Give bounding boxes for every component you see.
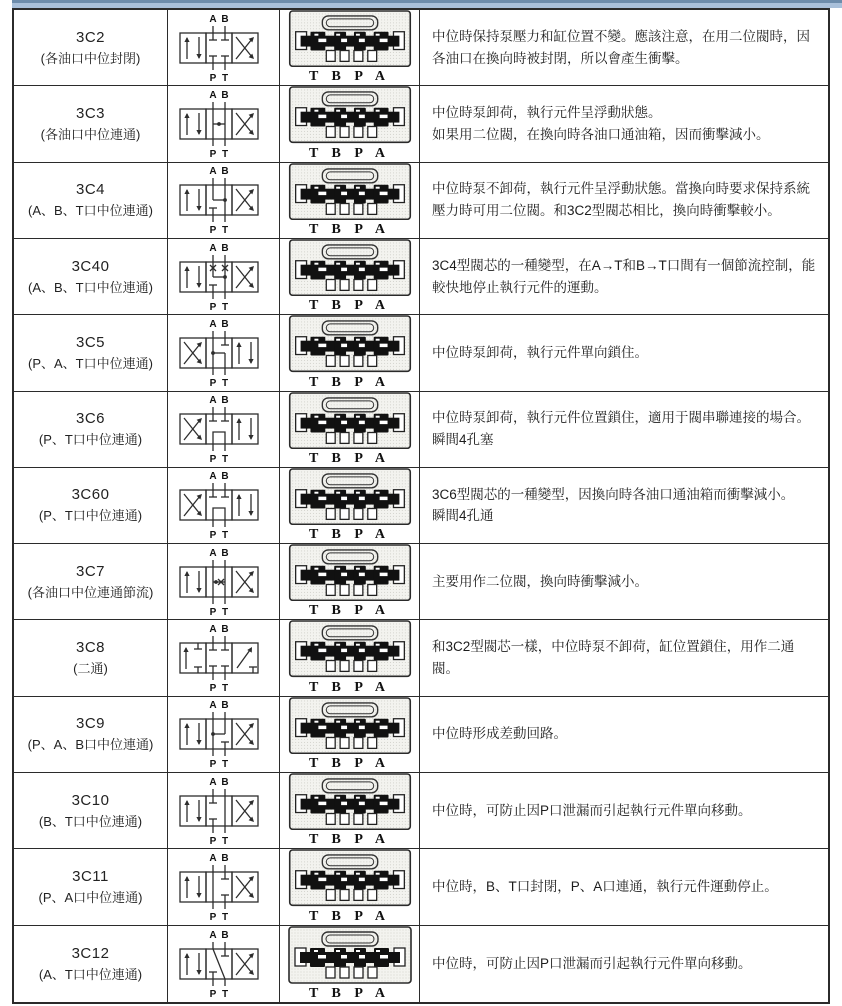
port-label-p: P: [209, 759, 216, 771]
model-subtitle: (A、T口中位連通): [38, 966, 143, 982]
model-name: 3C40: [71, 257, 110, 275]
model-name: 3C4: [75, 181, 106, 199]
page-top-blue-strip: [12, 0, 842, 8]
description-line: 中位時，可防止因P口泄漏而引起執行元件單向移動。: [432, 802, 752, 818]
valve-schematic-symbol: [172, 163, 276, 237]
model-subtitle: (各油口中位封閉): [40, 50, 141, 66]
port-label-t: T: [221, 148, 228, 160]
model-subtitle: (二通): [73, 661, 108, 677]
valve-schematic-symbol: [172, 316, 276, 390]
valve-schematic-symbol: [172, 392, 276, 466]
model-cell: [14, 10, 168, 86]
port-label-b: B: [220, 700, 229, 712]
spool-photo: [288, 468, 412, 525]
valve-spool-table: [12, 8, 830, 1004]
model-subtitle: (A、B、T口中位連通): [28, 203, 153, 219]
model-subtitle: (各油口中位連通節流): [27, 584, 154, 600]
port-label-t: T: [221, 683, 228, 695]
spool-cell: [280, 468, 420, 544]
description-line: 中位時形成差動回路。: [432, 726, 567, 742]
model-name: 3C6: [75, 410, 106, 428]
port-label-a: A: [208, 547, 217, 559]
port-label-a: A: [208, 929, 217, 941]
model-subtitle: (P、A、B口中位連通): [27, 737, 154, 753]
description-line: 中位時泵卸荷，執行元件呈浮動狀態。: [432, 105, 662, 121]
port-label-a: A: [208, 166, 217, 178]
port-label-t: T: [221, 912, 228, 924]
spool-photo: [288, 163, 412, 220]
valve-schematic-symbol: [172, 774, 276, 848]
symbol-cell: [168, 773, 280, 849]
model-name: 3C7: [75, 562, 106, 580]
spool-cell: [280, 620, 420, 696]
description-cell: [420, 392, 828, 468]
port-label-a: A: [208, 395, 217, 407]
spool-cell: [280, 392, 420, 468]
port-label-a: A: [208, 471, 217, 483]
model-subtitle: (B、T口中位連通): [38, 813, 143, 829]
spool-port-label: T B P A: [308, 908, 391, 924]
port-label-t: T: [221, 301, 228, 313]
valve-schematic-symbol: [172, 240, 276, 314]
symbol-cell: [168, 468, 280, 544]
port-label-b: B: [220, 13, 229, 25]
description-cell: [420, 315, 828, 391]
model-subtitle: (P、T口中位連通): [38, 432, 143, 448]
port-label-b: B: [220, 471, 229, 483]
symbol-cell: [168, 392, 280, 468]
spool-port-label: T B P A: [308, 298, 391, 314]
description-line: 主要用作二位閥，換向時衝擊減小。: [432, 573, 648, 589]
spool-port-label: T B P A: [308, 450, 391, 466]
port-label-b: B: [220, 929, 229, 941]
port-label-a: A: [208, 700, 217, 712]
port-label-t: T: [221, 759, 228, 771]
description-line: 中位時保持泵壓力和缸位置不變。應該注意，在用二位閥時，因各油口在換向時被封閉，所以會產生衝擊。: [432, 28, 810, 66]
model-subtitle: (P、T口中位連通): [38, 508, 143, 524]
model-cell: [14, 468, 168, 544]
spool-photo: [288, 773, 412, 830]
spool-cell: [280, 926, 420, 1002]
spool-cell: [280, 315, 420, 391]
spool-photo: [288, 620, 412, 677]
model-name: 3C8: [75, 639, 106, 657]
port-label-p: P: [209, 377, 216, 389]
spool-port-label: T B P A: [308, 374, 391, 390]
description-line: 中位時泵不卸荷，執行元件呈浮動狀態。當換向時要求保持系統壓力時可用二位閥。和3C2型閥芯相比，換向時衝擊較小。: [432, 181, 810, 219]
port-label-p: P: [209, 835, 216, 847]
model-name: 3C9: [75, 715, 106, 733]
description-cell: [420, 773, 828, 849]
valve-schematic-symbol: [172, 927, 276, 1001]
description-cell: [420, 86, 828, 162]
port-label-a: A: [208, 853, 217, 865]
port-label-t: T: [221, 377, 228, 389]
description-line: 瞬間4孔塞: [432, 432, 494, 448]
model-subtitle: (P、A、T口中位連通): [28, 355, 153, 371]
port-label-a: A: [208, 318, 217, 330]
port-label-p: P: [209, 606, 216, 618]
spool-photo: [288, 86, 412, 143]
valve-schematic-symbol: [172, 545, 276, 619]
port-label-b: B: [220, 624, 229, 636]
symbol-cell: [168, 926, 280, 1002]
spool-cell: [280, 849, 420, 925]
port-label-p: P: [209, 912, 216, 924]
spool-cell: [280, 86, 420, 162]
model-cell: [14, 697, 168, 773]
symbol-cell: [168, 10, 280, 86]
spool-port-label: T B P A: [308, 527, 391, 543]
port-label-t: T: [221, 72, 228, 84]
description-cell: [420, 544, 828, 620]
description-line: 瞬間4孔通: [432, 508, 494, 524]
model-name: 3C12: [71, 944, 110, 962]
model-name: 3C3: [75, 104, 106, 122]
model-name: 3C10: [71, 791, 110, 809]
spool-photo: [288, 239, 412, 296]
port-label-a: A: [208, 624, 217, 636]
port-label-p: P: [209, 72, 216, 84]
model-cell: [14, 315, 168, 391]
symbol-cell: [168, 86, 280, 162]
model-cell: [14, 163, 168, 239]
description-line: 中位時，B、T口封閉，P、A口連通，執行元件運動停止。: [432, 879, 778, 895]
port-label-t: T: [221, 988, 228, 1000]
spool-photo: [288, 392, 412, 449]
model-name: 3C5: [75, 333, 106, 351]
description-cell: [420, 163, 828, 239]
spool-photo: [288, 544, 412, 601]
port-label-b: B: [220, 166, 229, 178]
port-label-b: B: [220, 318, 229, 330]
spool-port-label: T B P A: [308, 832, 391, 848]
valve-schematic-symbol: [172, 87, 276, 161]
description-cell: [420, 849, 828, 925]
description-line: 和3C2型閥芯一樣，中位時泵不卸荷，缸位置鎖住，用作二通閥。: [432, 639, 795, 677]
valve-schematic-symbol: [172, 11, 276, 85]
spool-cell: [280, 163, 420, 239]
spool-photo: [288, 10, 412, 67]
model-name: 3C60: [71, 486, 110, 504]
port-label-p: P: [209, 225, 216, 237]
port-label-a: A: [208, 242, 217, 254]
spool-port-label: T B P A: [308, 145, 391, 161]
port-label-p: P: [209, 530, 216, 542]
model-cell: [14, 926, 168, 1002]
model-cell: [14, 392, 168, 468]
port-label-p: P: [209, 988, 216, 1000]
model-cell: [14, 849, 168, 925]
spool-port-label: T B P A: [308, 756, 391, 772]
symbol-cell: [168, 544, 280, 620]
description-line: 3C4型閥芯的一種變型，在A→T和B→T口間有一個節流控制，能較快地停止執行元件的運動。: [432, 257, 816, 295]
symbol-cell: [168, 620, 280, 696]
valve-schematic-symbol: [172, 621, 276, 695]
model-name: 3C11: [72, 868, 109, 886]
spool-port-label: T B P A: [308, 603, 391, 619]
model-subtitle: (P、A口中位連通): [38, 890, 143, 906]
port-label-p: P: [209, 148, 216, 160]
port-label-b: B: [220, 89, 229, 101]
model-cell: [14, 239, 168, 315]
description-cell: [420, 620, 828, 696]
port-label-b: B: [220, 242, 229, 254]
spool-cell: [280, 773, 420, 849]
spool-port-label: T B P A: [308, 69, 391, 85]
port-label-a: A: [208, 13, 217, 25]
port-label-t: T: [221, 606, 228, 618]
port-label-b: B: [220, 547, 229, 559]
description-line: 中位時泵卸荷，執行元件單向鎖住。: [432, 344, 648, 360]
valve-schematic-symbol: [172, 468, 276, 542]
spool-port-label: T B P A: [308, 985, 391, 1001]
symbol-cell: [168, 315, 280, 391]
model-cell: [14, 544, 168, 620]
symbol-cell: [168, 239, 280, 315]
spool-port-label: T B P A: [308, 221, 391, 237]
port-label-a: A: [208, 776, 217, 788]
valve-schematic-symbol: [172, 697, 276, 771]
port-label-t: T: [221, 225, 228, 237]
model-cell: [14, 773, 168, 849]
port-label-t: T: [221, 530, 228, 542]
model-subtitle: (各油口中位連通): [40, 126, 141, 142]
model-subtitle: (A、B、T口中位連通): [28, 279, 153, 295]
spool-cell: [280, 239, 420, 315]
spool-photo: [288, 697, 412, 754]
spool-cell: [280, 10, 420, 86]
port-label-a: A: [208, 89, 217, 101]
spool-photo: [288, 849, 412, 906]
description-cell: [420, 239, 828, 315]
valve-schematic-symbol: [172, 850, 276, 924]
description-line: 中位時泵卸荷，執行元件位置鎖住，適用于閥串聯連接的場合。: [432, 410, 810, 426]
port-label-t: T: [221, 454, 228, 466]
description-line: 如果用二位閥，在換向時各油口通油箱，因而衝擊減小。: [432, 126, 770, 142]
spool-port-label: T B P A: [308, 679, 391, 695]
port-label-p: P: [209, 454, 216, 466]
spool-cell: [280, 697, 420, 773]
port-label-p: P: [209, 301, 216, 313]
port-label-b: B: [220, 853, 229, 865]
description-cell: [420, 697, 828, 773]
model-name: 3C2: [75, 28, 106, 46]
symbol-cell: [168, 849, 280, 925]
description-line: 中位時，可防止因P口泄漏而引起執行元件單向移動。: [432, 955, 752, 971]
description-cell: [420, 10, 828, 86]
spool-photo: [288, 926, 412, 984]
port-label-t: T: [221, 835, 228, 847]
spool-cell: [280, 544, 420, 620]
port-label-b: B: [220, 395, 229, 407]
description-cell: [420, 926, 828, 1002]
spool-photo: [288, 315, 412, 372]
symbol-cell: [168, 697, 280, 773]
description-cell: [420, 468, 828, 544]
symbol-cell: [168, 163, 280, 239]
description-line: 3C6型閥芯的一種變型，因換向時各油口通油箱而衝擊減小。: [432, 486, 795, 502]
model-cell: [14, 86, 168, 162]
port-label-p: P: [209, 683, 216, 695]
port-label-b: B: [220, 776, 229, 788]
model-cell: [14, 620, 168, 696]
